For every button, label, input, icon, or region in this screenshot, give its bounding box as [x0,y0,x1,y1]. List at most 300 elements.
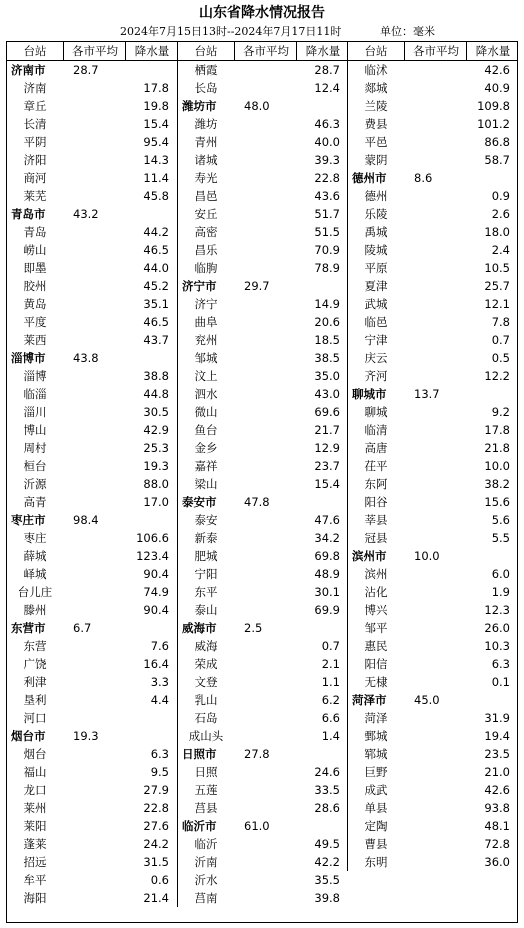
station-name: 淄博 [23,369,47,383]
rainfall-value: 35.0 [314,369,340,383]
rainfall-value: 10.0 [484,459,510,473]
station-name: 庆云 [364,351,388,365]
station-name: 武城 [364,297,388,311]
rainfall-value: 19.4 [484,729,510,743]
station-row [348,205,518,223]
rainfall-value: 19.3 [143,459,169,473]
station-row [178,727,348,745]
rainfall-value: 42.9 [143,423,169,437]
station-row [178,889,348,907]
rainfall-value: 109.8 [477,99,510,113]
rainfall-value: 10.3 [484,639,510,653]
station-name: 安丘 [194,207,218,221]
rainfall-value: 48.9 [314,567,340,581]
station-name: 长清 [23,117,47,131]
station-row [348,457,518,475]
station-name: 兖州 [194,333,218,347]
rainfall-value: 27.9 [143,783,169,797]
station-name: 禹城 [364,225,388,239]
rainfall-value: 17.8 [484,423,510,437]
rainfall-value: 40.9 [484,81,510,95]
station-row [7,367,177,385]
station-row [348,709,518,727]
station-name: 海阳 [23,891,47,905]
rainfall-value: 38.8 [143,369,169,383]
city-average: 27.8 [244,747,270,761]
station-row [348,619,518,637]
rainfall-value: 28.6 [314,801,340,815]
city-row [178,817,348,835]
rainfall-value: 39.8 [314,891,340,905]
station-name: 冠县 [364,531,388,545]
station-row [7,187,177,205]
station-name: 福山 [23,765,47,779]
rainfall-value: 2.6 [491,207,510,221]
station-name: 黄岛 [23,297,47,311]
report-subtitle [0,24,524,40]
header-station: 台站 [194,44,218,58]
station-row [178,799,348,817]
station-row [178,853,348,871]
station-name: 临淄 [23,387,47,401]
station-row [178,79,348,97]
rainfall-value: 42.6 [484,63,510,77]
station-name: 定陶 [364,819,388,833]
rainfall-value: 27.6 [143,819,169,833]
station-row [7,313,177,331]
rainfall-value: 10.5 [484,261,510,275]
rainfall-value: 86.8 [484,135,510,149]
city-average: 10.0 [414,549,440,563]
header-station: 台站 [23,44,47,58]
station-row [7,655,177,673]
rainfall-value: 43.0 [314,387,340,401]
city-name: 日照市 [182,747,217,761]
station-name: 夏津 [364,279,388,293]
rainfall-value: 51.5 [314,225,340,239]
station-name: 平原 [364,261,388,275]
rainfall-value: 69.6 [314,405,340,419]
station-name: 菏泽 [364,711,388,725]
rainfall-value: 43.6 [314,189,340,203]
station-row [348,781,518,799]
station-row [178,295,348,313]
rainfall-value: 22.8 [143,801,169,815]
rainfall-value: 20.6 [314,315,340,329]
rainfall-value: 101.2 [477,117,510,131]
station-name: 荣成 [194,657,218,671]
table-column-2 [177,42,348,907]
station-row [348,439,518,457]
station-name: 肥城 [194,549,218,563]
station-name: 曹县 [364,837,388,851]
station-row [7,853,177,871]
rainfall-value: 58.7 [484,153,510,167]
rainfall-value: 42.6 [484,783,510,797]
station-name: 聊城 [364,405,388,419]
city-row [178,619,348,637]
city-average: 19.3 [73,729,99,743]
rainfall-value: 123.4 [136,549,169,563]
header-rainfall: 降水量 [466,42,519,60]
rainfall-value: 15.4 [143,117,169,131]
station-row [7,295,177,313]
station-row [348,151,518,169]
station-row [178,169,348,187]
station-name: 泰安 [194,513,218,527]
station-name: 泰山 [194,603,218,617]
station-row [7,691,177,709]
station-name: 平邑 [364,135,388,149]
rainfall-value: 18.0 [484,225,510,239]
station-name: 薛城 [23,549,47,563]
station-name: 沂源 [23,477,47,491]
rainfall-value: 0.7 [491,333,510,347]
rainfall-value: 46.3 [314,117,340,131]
station-name: 崂山 [23,243,47,257]
station-row [348,115,518,133]
station-row [178,151,348,169]
station-row [178,763,348,781]
station-row [178,115,348,133]
station-name: 茌平 [364,459,388,473]
station-row [7,439,177,457]
station-name: 宁津 [364,333,388,347]
city-name: 泰安市 [182,495,217,509]
station-name: 高唐 [364,441,388,455]
station-name: 广饶 [23,657,47,671]
station-row [178,349,348,367]
station-row [7,79,177,97]
station-name: 沂南 [194,855,218,869]
city-average: 29.7 [244,279,270,293]
rainfall-value: 36.0 [484,855,510,869]
station-name: 胶州 [23,279,47,293]
station-row [7,835,177,853]
station-name: 莱芜 [23,189,47,203]
rainfall-value: 6.2 [321,693,340,707]
rainfall-value: 21.7 [314,423,340,437]
station-row [178,871,348,889]
rainfall-value: 28.7 [314,63,340,77]
station-name: 河口 [23,711,47,725]
station-row [7,889,177,907]
rainfall-value: 2.1 [321,657,340,671]
station-name: 邹城 [194,351,218,365]
station-row [178,205,348,223]
rainfall-value: 6.6 [321,711,340,725]
unit-label: 单位：毫米 [380,25,435,38]
rainfall-value: 21.4 [143,891,169,905]
station-name: 招远 [23,855,47,869]
station-row [7,97,177,115]
station-name: 鄄城 [364,729,388,743]
rainfall-value: 69.8 [314,549,340,563]
rainfall-value: 1.4 [321,729,340,743]
station-row [7,817,177,835]
header-city-average: 各市平均 [63,42,126,60]
station-name: 沾化 [364,585,388,599]
city-name: 枣庄市 [11,513,46,527]
rainfall-value: 34.2 [314,531,340,545]
rainfall-value: 23.7 [314,459,340,473]
rainfall-value: 45.2 [143,279,169,293]
rainfall-value: 0.9 [491,189,510,203]
station-name: 栖霞 [194,63,218,77]
header-station: 台站 [364,44,388,58]
station-name: 蓬莱 [23,837,47,851]
station-name: 威海 [194,639,218,653]
city-row [7,619,177,637]
station-row [348,133,518,151]
station-name: 莘县 [364,513,388,527]
rainfall-value: 42.2 [314,855,340,869]
rainfall-value: 5.5 [491,531,510,545]
station-row [348,277,518,295]
city-average: 45.0 [414,693,440,707]
header-row [348,42,518,61]
city-average: 8.6 [414,171,433,185]
station-row [7,493,177,511]
station-row [178,835,348,853]
rainfall-value: 0.6 [150,873,169,887]
station-name: 潍坊 [194,117,218,131]
station-name: 平阴 [23,135,47,149]
station-row [7,709,177,727]
station-name: 长岛 [194,81,218,95]
station-row [348,565,518,583]
station-row [7,403,177,421]
rainfall-value: 88.0 [143,477,169,491]
header-rainfall: 降水量 [125,42,178,60]
rainfall-value: 43.7 [143,333,169,347]
header-rainfall: 降水量 [296,42,349,60]
station-row [7,457,177,475]
rainfall-value: 1.1 [321,675,340,689]
rainfall-value: 0.1 [491,675,510,689]
city-row [348,547,518,565]
station-name: 烟台 [23,747,47,761]
station-row [348,511,518,529]
station-name: 周村 [23,441,47,455]
city-row [348,385,518,403]
station-name: 成武 [364,783,388,797]
rainfall-value: 95.4 [143,135,169,149]
station-row [348,529,518,547]
table-column-3 [347,42,518,871]
rainfall-value: 12.9 [314,441,340,455]
rainfall-value: 12.1 [484,297,510,311]
station-row [348,241,518,259]
station-row [178,313,348,331]
city-row [348,691,518,709]
rainfall-value: 46.5 [143,243,169,257]
report-title: 山东省降水情况报告 [199,5,325,21]
station-row [348,853,518,871]
header-row [7,42,177,61]
station-row [348,493,518,511]
station-name: 济南 [23,81,47,95]
station-row [7,781,177,799]
station-name: 泗水 [194,387,218,401]
city-name: 滨州市 [352,549,387,563]
station-row [7,169,177,187]
rainfall-value: 33.5 [314,783,340,797]
station-name: 无棣 [364,675,388,689]
station-row [348,295,518,313]
city-name: 淄博市 [11,351,46,365]
station-name: 巨野 [364,765,388,779]
station-row [7,223,177,241]
station-row [178,547,348,565]
station-name: 阳谷 [364,495,388,509]
rainfall-value: 31.9 [484,711,510,725]
city-row [348,169,518,187]
station-row [348,79,518,97]
rainfall-value: 40.0 [314,135,340,149]
rainfall-value: 72.8 [484,837,510,851]
station-row [7,133,177,151]
station-name: 滕州 [23,603,47,617]
rainfall-value: 44.2 [143,225,169,239]
station-row [178,439,348,457]
rainfall-value: 15.6 [484,495,510,509]
station-row [7,601,177,619]
rainfall-value: 2.4 [491,243,510,257]
station-name: 青州 [194,135,218,149]
city-row [178,97,348,115]
rainfall-value: 7.8 [491,315,510,329]
station-row [7,385,177,403]
station-name: 临邑 [364,315,388,329]
station-row [178,223,348,241]
rainfall-value: 17.8 [143,81,169,95]
rainfall-value: 14.3 [143,153,169,167]
station-name: 淄川 [23,405,47,419]
rainfall-value: 30.1 [314,585,340,599]
rainfall-value: 38.5 [314,351,340,365]
station-name: 峄城 [23,567,47,581]
rainfall-value: 35.1 [143,297,169,311]
station-row [348,349,518,367]
station-name: 微山 [194,405,218,419]
rainfall-value: 26.0 [484,621,510,635]
station-row [348,727,518,745]
city-row [178,277,348,295]
city-average: 6.7 [73,621,92,635]
station-name: 东阿 [364,477,388,491]
station-row [178,385,348,403]
station-row [178,133,348,151]
city-name: 威海市 [182,621,217,635]
station-name: 龙口 [23,783,47,797]
station-name: 临沂 [194,837,218,851]
rainfall-value: 14.9 [314,297,340,311]
station-name: 平度 [23,315,47,329]
rainfall-value: 0.5 [491,351,510,365]
station-row [178,511,348,529]
station-name: 昌邑 [194,189,218,203]
station-row [7,259,177,277]
station-row [178,475,348,493]
station-row [7,871,177,889]
station-name: 利津 [23,675,47,689]
rainfall-value: 19.8 [143,99,169,113]
city-name: 潍坊市 [182,99,217,113]
station-name: 乳山 [194,693,218,707]
station-name: 高密 [194,225,218,239]
city-average: 43.2 [73,207,99,221]
station-row [178,331,348,349]
city-name: 烟台市 [11,729,46,743]
station-name: 博兴 [364,603,388,617]
rainfall-value: 6.3 [150,747,169,761]
station-name: 济宁 [194,297,218,311]
rainfall-value: 18.5 [314,333,340,347]
station-name: 莱西 [23,333,47,347]
station-row [178,655,348,673]
station-name: 成山头 [188,729,224,743]
station-row [7,583,177,601]
station-row [348,583,518,601]
station-row [348,673,518,691]
station-name: 文登 [194,675,218,689]
station-row [348,637,518,655]
station-row [348,421,518,439]
station-row [348,745,518,763]
station-row [7,565,177,583]
rainfall-value: 6.0 [491,567,510,581]
rainfall-value: 12.2 [484,369,510,383]
station-row [7,331,177,349]
station-row [7,421,177,439]
station-row [178,601,348,619]
station-name: 五莲 [194,783,218,797]
station-row [178,421,348,439]
station-name: 济阳 [23,153,47,167]
station-name: 牟平 [23,873,47,887]
station-row [7,115,177,133]
station-name: 临朐 [194,261,218,275]
station-row [178,583,348,601]
city-row [7,727,177,745]
station-row [348,817,518,835]
rainfall-value: 70.9 [314,243,340,257]
city-row [178,493,348,511]
city-row [178,745,348,763]
rainfall-value: 3.3 [150,675,169,689]
rainfall-value: 7.6 [150,639,169,653]
station-row [7,673,177,691]
rainfall-value: 30.5 [143,405,169,419]
station-row [348,61,518,79]
station-row [348,97,518,115]
rainfall-value: 17.0 [143,495,169,509]
rainfall-value: 44.0 [143,261,169,275]
station-name: 莒县 [194,801,218,815]
rainfall-value: 12.3 [484,603,510,617]
rainfall-value: 1.9 [491,585,510,599]
station-name: 章丘 [23,99,47,113]
station-row [348,259,518,277]
station-row [178,565,348,583]
rainfall-value: 5.6 [491,513,510,527]
rainfall-value: 78.9 [314,261,340,275]
station-name: 临清 [364,423,388,437]
station-row [348,367,518,385]
city-average: 28.7 [73,63,99,77]
rainfall-value: 6.3 [491,657,510,671]
